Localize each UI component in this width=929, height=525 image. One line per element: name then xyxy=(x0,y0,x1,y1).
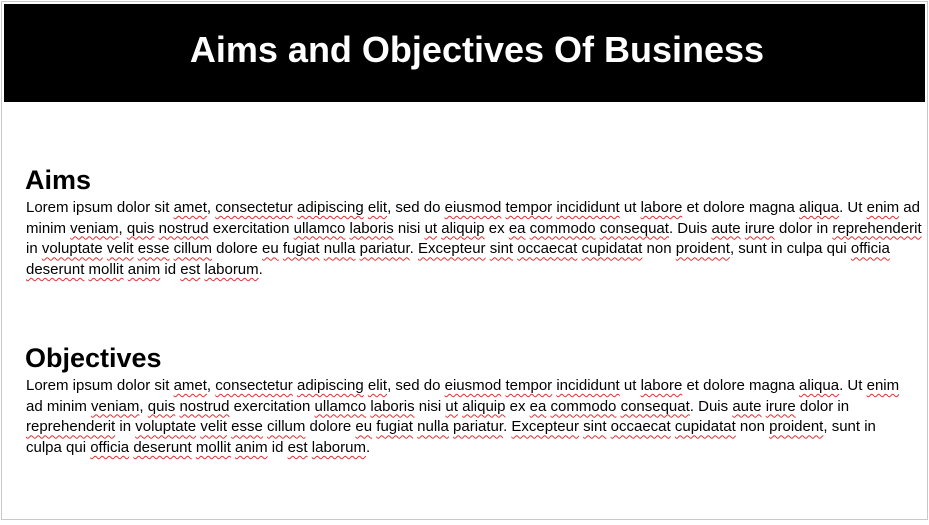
spellcheck-flagged-word: eiusmod xyxy=(444,377,502,394)
spellcheck-flagged-word: aute xyxy=(732,397,762,415)
text-run: . Duis xyxy=(668,219,712,237)
spellcheck-flagged-word: elit xyxy=(367,199,388,216)
text-run: nisi xyxy=(393,219,425,237)
text-run: . xyxy=(365,439,371,457)
spellcheck-flagged-word: nostrud xyxy=(158,219,209,237)
spellcheck-flagged-word: quis xyxy=(147,397,176,415)
spellcheck-flagged-word: occaecat xyxy=(517,240,578,258)
text-run: , sunt in culpa qui xyxy=(26,418,876,457)
text-run: exercitation xyxy=(229,397,315,415)
spellcheck-flagged-word: proident xyxy=(769,418,824,436)
text-run: , sed do xyxy=(387,377,445,394)
spellcheck-flagged-word: laboris xyxy=(370,397,415,415)
spellcheck-flagged-word: sint xyxy=(489,240,514,258)
spellcheck-flagged-word: cupidatat xyxy=(674,418,736,436)
spellcheck-flagged-word: fugiat xyxy=(376,418,413,436)
text-run: Lorem ipsum dolor sit xyxy=(26,199,174,216)
spellcheck-flagged-word: incididunt xyxy=(556,199,620,216)
spellcheck-flagged-word: ea xyxy=(508,219,526,237)
spellcheck-flagged-word: nostrud xyxy=(179,397,230,415)
spellcheck-flagged-word: adipiscing xyxy=(296,199,364,216)
objectives-paragraph[interactable] xyxy=(26,376,906,459)
spellcheck-flagged-word: proident xyxy=(675,240,730,258)
spellcheck-flagged-word: aliquip xyxy=(441,219,485,237)
text-run: , xyxy=(139,397,148,415)
aims-paragraph[interactable] xyxy=(26,198,925,281)
spellcheck-flagged-word: anim xyxy=(235,439,268,457)
text-run: dolore xyxy=(211,240,263,258)
spellcheck-flagged-word: reprehenderit xyxy=(26,418,116,436)
spellcheck-flagged-word: veniam xyxy=(91,397,140,415)
spellcheck-flagged-word: deserunt xyxy=(26,261,85,279)
text-run: ex xyxy=(505,397,530,415)
objectives-heading[interactable]: Objectives xyxy=(25,343,162,373)
spellcheck-flagged-word: officia xyxy=(90,439,130,457)
text-run: et dolore magna xyxy=(682,199,800,216)
spellcheck-flagged-word: esse xyxy=(137,240,170,258)
text-run: . xyxy=(409,240,419,258)
objectives-section xyxy=(25,342,925,459)
spellcheck-flagged-word: amet xyxy=(173,377,207,394)
text-run: . xyxy=(503,418,512,436)
spellcheck-flagged-word: eiusmod xyxy=(444,199,502,216)
spellcheck-flagged-word: sint xyxy=(583,418,607,436)
spellcheck-flagged-word: occaecat xyxy=(610,418,671,436)
spellcheck-flagged-word: est xyxy=(180,261,201,279)
spellcheck-flagged-word: mollit xyxy=(195,439,231,457)
spellcheck-flagged-word: aliquip xyxy=(462,397,506,415)
spellcheck-flagged-word: esse xyxy=(231,418,263,436)
spellcheck-flagged-word: ullamco xyxy=(293,219,346,237)
text-run: dolor in xyxy=(774,219,833,237)
text-run: ut xyxy=(619,377,641,394)
text-run: dolore xyxy=(305,418,356,436)
text-run: non xyxy=(735,418,770,436)
spellcheck-flagged-word: commodo xyxy=(550,397,617,415)
spellcheck-flagged-word: laboris xyxy=(349,219,394,237)
slide-canvas xyxy=(1,1,928,520)
spellcheck-flagged-word: cupidatat xyxy=(581,240,643,258)
spellcheck-flagged-word: voluptate xyxy=(41,240,103,258)
spellcheck-flagged-word: cillum xyxy=(267,418,306,436)
spellcheck-flagged-word: veniam xyxy=(70,219,119,237)
spellcheck-flagged-word: amet xyxy=(173,199,207,216)
spellcheck-flagged-word: enim xyxy=(866,199,900,216)
spellcheck-flagged-word: labore xyxy=(640,199,683,216)
spellcheck-flagged-word: ut xyxy=(445,397,458,415)
spellcheck-flagged-word: Excepteur xyxy=(511,418,579,436)
text-run: id xyxy=(267,439,288,457)
text-run: , xyxy=(206,377,216,394)
text-run: , sed do xyxy=(387,199,445,216)
spellcheck-flagged-word: eu xyxy=(355,418,373,436)
spellcheck-flagged-word: mollit xyxy=(88,261,124,279)
spellcheck-flagged-word: aute xyxy=(711,219,741,237)
aims-section xyxy=(25,164,925,281)
spellcheck-flagged-word: adipiscing xyxy=(296,377,364,394)
spellcheck-flagged-word: quis xyxy=(126,219,155,237)
spellcheck-flagged-word: consequat xyxy=(620,397,690,415)
spellcheck-flagged-word: eu xyxy=(262,240,279,258)
title-bar xyxy=(4,4,925,102)
text-run: in xyxy=(26,240,42,258)
spellcheck-flagged-word: cillum xyxy=(173,240,212,258)
spellcheck-flagged-word: commodo xyxy=(529,219,596,237)
text-run: et dolore magna xyxy=(682,377,800,394)
spellcheck-flagged-word: consectetur xyxy=(215,199,293,216)
text-run: ex xyxy=(484,219,509,237)
text-run: . Ut xyxy=(839,377,867,394)
spellcheck-flagged-word: reprehenderit xyxy=(832,219,922,237)
text-run: ad minim xyxy=(26,397,92,415)
spellcheck-flagged-word: velit xyxy=(106,240,134,258)
text-run: in xyxy=(115,418,136,436)
spellcheck-flagged-word: est xyxy=(287,439,308,457)
spellcheck-flagged-word: irure xyxy=(765,397,796,415)
text-run: , sunt in culpa qui xyxy=(729,240,851,258)
spellcheck-flagged-word: incididunt xyxy=(556,377,620,394)
text-run: non xyxy=(642,240,676,258)
text-run: . Ut xyxy=(839,199,867,216)
spellcheck-flagged-word: ut xyxy=(424,219,438,237)
text-run: ut xyxy=(619,199,641,216)
spellcheck-flagged-word: laborum xyxy=(311,439,366,457)
spellcheck-flagged-word: fugiat xyxy=(282,240,320,258)
text-run: Lorem ipsum dolor sit xyxy=(26,377,174,394)
slide-title[interactable]: Aims and Objectives Of Business xyxy=(189,29,765,70)
spellcheck-flagged-word: irure xyxy=(744,219,775,237)
spellcheck-flagged-word: consequat xyxy=(599,219,669,237)
spellcheck-flagged-word: pariatur xyxy=(453,418,504,436)
text-run: dolor in xyxy=(795,397,850,415)
spellcheck-flagged-word: laborum xyxy=(204,261,259,279)
spellcheck-flagged-word: Excepteur xyxy=(418,240,486,258)
spellcheck-flagged-word: aliqua xyxy=(799,199,840,216)
spellcheck-flagged-word: ea xyxy=(529,397,547,415)
text-run: . xyxy=(258,261,263,279)
spellcheck-flagged-word: tempor xyxy=(505,199,553,216)
spellcheck-flagged-word: nulla xyxy=(323,240,356,258)
spellcheck-flagged-word: aliqua xyxy=(799,377,840,394)
text-run: nisi xyxy=(414,397,446,415)
spellcheck-flagged-word: velit xyxy=(200,418,227,436)
spellcheck-flagged-word: elit xyxy=(367,377,388,394)
spellcheck-flagged-word: ullamco xyxy=(314,397,367,415)
spellcheck-flagged-word: labore xyxy=(640,377,683,394)
spellcheck-flagged-word: consectetur xyxy=(215,377,293,394)
text-run: , xyxy=(118,219,127,237)
spellcheck-flagged-word: enim xyxy=(866,377,900,394)
spellcheck-flagged-word: voluptate xyxy=(135,418,197,436)
aims-heading[interactable]: Aims xyxy=(25,165,92,195)
text-run: ad minim xyxy=(26,199,920,237)
spellcheck-flagged-word: anim xyxy=(127,261,161,279)
spellcheck-flagged-word: deserunt xyxy=(133,439,192,457)
spellcheck-flagged-word: tempor xyxy=(505,377,553,394)
spellcheck-flagged-word: nulla xyxy=(417,418,449,436)
text-run: , xyxy=(206,199,216,216)
spellcheck-flagged-word: officia xyxy=(850,240,890,258)
text-run: id xyxy=(160,261,181,279)
spellcheck-flagged-word: pariatur xyxy=(359,240,410,258)
text-run: exercitation xyxy=(208,219,294,237)
text-run: . Duis xyxy=(689,397,733,415)
